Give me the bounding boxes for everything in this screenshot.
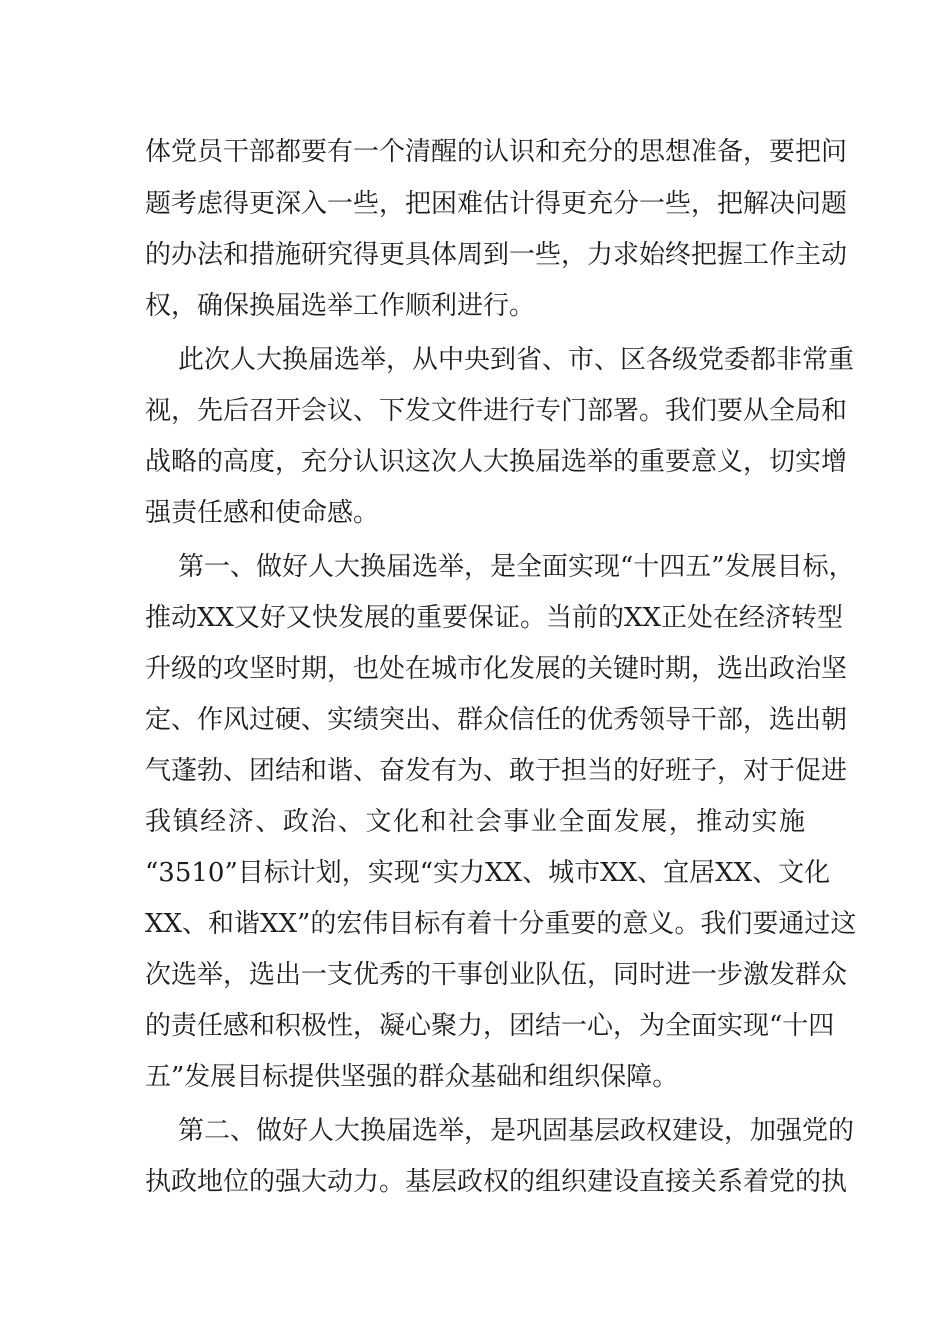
paragraph-3-line-10: 的责任感和积极性，凝心聚力，团结一心，为全面实现“十四 (145, 1011, 835, 1041)
paragraph-4-line-1: 第二、做好人大换届选举，是巩固基层政权建设，加强党的 (178, 1116, 855, 1146)
paragraph-3-line-8: XX、和谐XX”的宏伟目标有着十分重要的意义。我们要通过这 (145, 909, 857, 939)
paragraph-3-line-2: 推动XX又好又快发展的重要保证。当前的XX正处在经济转型 (145, 603, 844, 633)
paragraph-3-line-1: 第一、做好人大换届选举，是全面实现“十四五”发展目标， (178, 552, 855, 582)
paragraph-3-line-11: 五”发展目标提供坚强的群众基础和组织保障。 (145, 1062, 679, 1092)
paragraph-4-line-2: 执政地位的强大动力。基层政权的组织建设直接关系着党的执 (145, 1167, 848, 1197)
paragraph-3-line-9: 次选举，选出一支优秀的干事创业队伍，同时进一步激发群众 (145, 960, 848, 990)
paragraph-1-line-3: 的办法和措施研究得更具体周到一些，力求始终把握工作主动 (145, 240, 848, 270)
paragraph-1-line-4: 权，确保换届选举工作顺利进行。 (145, 291, 536, 321)
paragraph-3-line-4: 定、作风过硬、实绩突出、群众信任的优秀领导干部，选出朝 (145, 705, 848, 735)
paragraph-3-line-5: 气蓬勃、团结和谐、奋发有为、敢于担当的好班子，对于促进 (145, 756, 848, 786)
paragraph-2-line-2: 视，先后召开会议、下发文件进行专门部署。我们要从全局和 (145, 396, 848, 426)
paragraph-3-line-3: 升级的攻坚时期，也处在城市化发展的关键时期，选出政治坚 (145, 654, 848, 684)
paragraph-1-line-1: 体党员干部都要有一个清醒的认识和充分的思想准备，要把问 (145, 137, 848, 167)
paragraph-1-line-2: 题考虑得更深入一些，把困难估计得更充分一些，把解决问题 (145, 189, 848, 219)
paragraph-2-line-1: 此次人大换届选举，从中央到省、市、区各级党委都非常重 (178, 345, 855, 375)
paragraph-3-line-7: “3510”目标计划，实现“实力XX、城市XX、宜居XX、文化 (145, 858, 831, 888)
paragraph-2-line-4: 强责任感和使命感。 (145, 498, 380, 528)
paragraph-3-line-6: 我镇经济、政治、文化和社会事业全面发展，推动实施 (145, 807, 805, 837)
paragraph-2-line-3: 战略的高度，充分认识这次人大换届选举的重要意义，切实增 (145, 447, 848, 477)
